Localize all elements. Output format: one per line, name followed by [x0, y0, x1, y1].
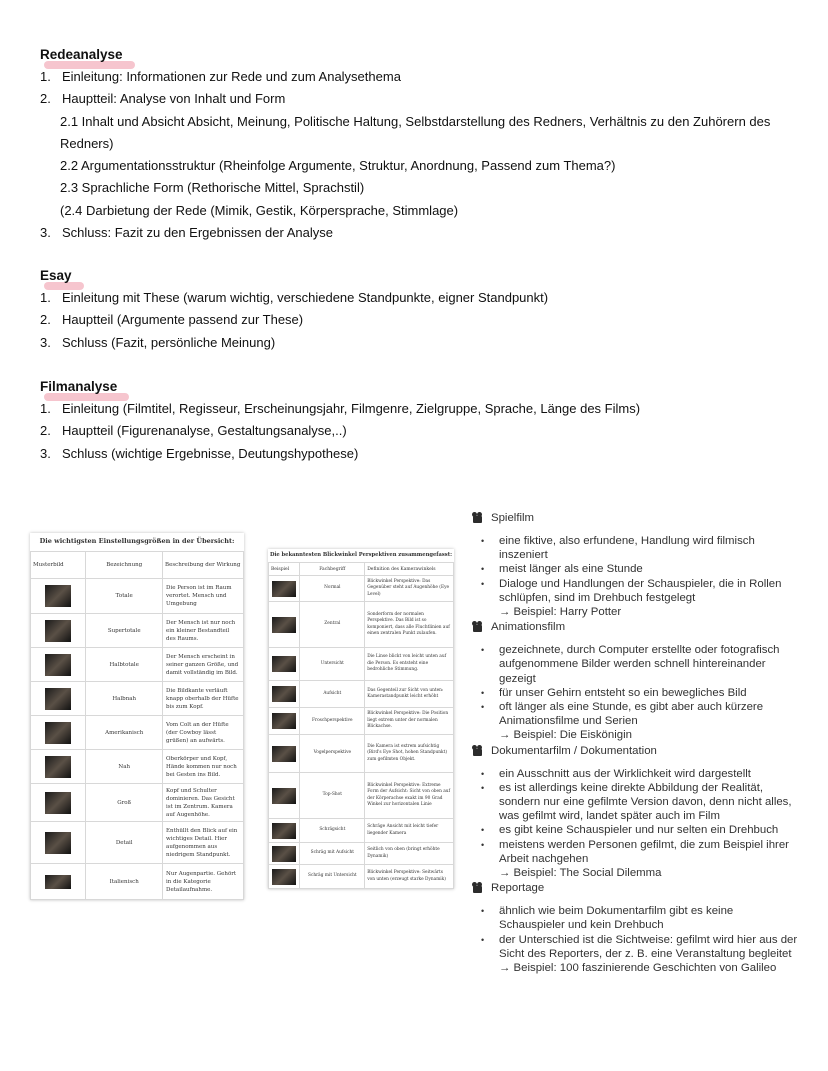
table-row [269, 865, 454, 889]
image-thumbnail [45, 832, 71, 854]
table-header-row [31, 552, 244, 579]
description-cell: Blickwinkel Perspektive: Seitwärts von unten (erzeugt starke Dynamik) [365, 865, 454, 889]
image-thumbnail [45, 620, 71, 642]
table-row [31, 648, 244, 682]
table-row [31, 750, 244, 784]
term-cell: Vogelperspektive [300, 735, 365, 773]
column-header: Definition des Kamerawinkels [365, 563, 454, 576]
column-header: Fachbegriff [300, 563, 365, 576]
description-cell: Blickwinkel Perspektive: Das Gegenüber steht auf Augenhöhe (Eye Level) [365, 576, 454, 602]
table-header-row [269, 563, 454, 576]
image-thumbnail [272, 869, 296, 885]
sub-item: (2.4 Darbietung der Rede (Mimik, Gestik, Körpersprache, Stimmlage) [60, 202, 459, 218]
list-item: 1. Einleitung: Informationen zur Rede und zum Analysethema [40, 69, 401, 84]
image-thumbnail [45, 875, 71, 889]
list-item: 1. Einleitung (Filmtitel, Regisseur, Erscheinungsjahr, Filmgenre, Zielgruppe, Sprache, Länge des Films) [40, 401, 641, 416]
film-type-heading: Animationsfilm [472, 619, 802, 635]
term-cell: Groß [86, 784, 163, 822]
section-heading: Filmanalyse [40, 376, 117, 398]
term-cell: Supertotale [86, 614, 163, 648]
image-thumbnail [272, 823, 296, 839]
term-cell: Top-Shot [300, 773, 365, 819]
camera-angle-table [268, 549, 454, 889]
image-thumbnail [45, 585, 71, 607]
description-cell: Die Kamera ist extrem aufsichtig (Bird's Eye Shot, hohen Standpunkt) zum gefilmten Objekt. [365, 735, 454, 773]
table-row [31, 716, 244, 750]
list-item: • es gibt keine Schauspieler und nur selten ein Drehbuch [472, 823, 802, 837]
table-row [31, 784, 244, 822]
list-item: • meistens werden Personen gefilmt, die zum Beispiel ihrer Arbeit nachgehen [472, 838, 802, 866]
sub-item: 2.1 Inhalt und Absicht Absicht, Meinung, Politische Haltung, Selbstdarstellung des Redners, Verhältnis zu den Zuhörern des Redners) [60, 113, 771, 151]
table-row [269, 773, 454, 819]
term-cell: Schräg mit Untersicht [300, 865, 365, 889]
image-thumbnail [45, 654, 71, 676]
image-thumbnail [45, 688, 71, 710]
image-thumbnail [45, 722, 71, 744]
table-caption: Die wichtigsten Einstellungsgrößen in der Übersicht: [39, 537, 235, 545]
list-item: • der Unterschied ist die Sichtweise: gefilmt wird hier aus der Sicht des Reporters, der z. B. eine Veranstaltung begleitet [472, 933, 802, 961]
image-thumbnail [272, 788, 296, 804]
list-item: • meist länger als eine Stunde [472, 562, 802, 576]
list-item: • ein Ausschnitt aus der Wirklichkeit wird dargestellt [472, 767, 802, 781]
description-cell: Das Gegenteil zur Sicht von unten: Kamerastandpunkt leicht erhöht [365, 681, 454, 708]
movie-camera-icon [472, 882, 487, 894]
list-item: 2. Hauptteil (Figurenanalyse, Gestaltungsanalyse,..) [40, 423, 347, 439]
term-cell: Aufsicht [300, 681, 365, 708]
section-heading: Esay [40, 265, 72, 287]
description-cell: Enthüllt den Blick auf ein wichtiges Detail. Hier aufgenommen aus niedrigem Standpunkt. [163, 822, 244, 864]
table-row [269, 576, 454, 602]
film-type-bullets [472, 643, 802, 728]
term-cell: Halbnah [86, 682, 163, 716]
description-cell: Vom Colt an der Hüfte (der Cowboy lässt grüßen) an aufwärts. [163, 716, 244, 750]
table-row [31, 614, 244, 648]
film-type-heading: Dokumentarfilm / Dokumentation [472, 743, 802, 759]
column-header: Musterbild [31, 552, 86, 579]
description-cell: Kopf und Schulter dominieren. Das Gesicht ist im Zentrum. Kamera auf Augenhöhe. [163, 784, 244, 822]
section-filmanalyse [40, 376, 800, 465]
description-cell: Schräge Ansicht mit leicht tiefer liegender Kamera [365, 819, 454, 843]
list-item: • Dialoge und Handlungen der Schauspieler, die in Rollen schlüpfen, sind im Drehbuch festgelegt [472, 577, 802, 605]
table-row [269, 735, 454, 773]
description-cell: Die Linse blickt von leicht unten auf die Person. Es entsteht eine bedrohliche Stimmung. [365, 648, 454, 681]
description-cell: Der Mensch ist nur noch ein kleiner Bestandteil des Raums. [163, 614, 244, 648]
image-thumbnail [45, 756, 71, 778]
image-thumbnail [272, 746, 296, 762]
list-item: 2. Hauptteil (Argumente passend zur These) [40, 312, 304, 328]
list-item: 3. Schluss: Fazit zu den Ergebnissen der Analyse [40, 225, 333, 241]
example-line: → Beispiel: The Social Dilemma [499, 867, 662, 880]
image-thumbnail [272, 846, 296, 862]
description-cell: Die Bildkante verläuft knapp oberhalb der Hüfte bis zum Kopf. [163, 682, 244, 716]
table-row [269, 819, 454, 843]
term-cell: Schrägsicht [300, 819, 365, 843]
term-cell: Untersicht [300, 648, 365, 681]
description-cell: Sonderform der normalen Perspektive. Das Bild ist so komponiert, dass alle Fluchtlinien auf einen zentralen Punkt zulaufen. [365, 602, 454, 648]
movie-camera-icon [472, 621, 487, 633]
section-heading: Redeanalyse [40, 44, 123, 66]
term-cell: Froschperspektive [300, 708, 365, 735]
table-row [31, 579, 244, 614]
film-type-bullets [472, 534, 802, 605]
table-row [269, 648, 454, 681]
description-cell: Blickwinkel Perspektive: Extreme Form der Aufsicht: Sicht von oben auf der Körperachse exakt im 90 Grad Winkel zur horizontalen Linie [365, 773, 454, 819]
description-cell: Nur Augenpartie. Gehört in die Kategorie Detailaufnahme. [163, 864, 244, 900]
example-line: → Beispiel: 100 faszinierende Geschichten von Galileo [499, 962, 777, 975]
film-type-bullets [472, 767, 802, 866]
section-esay [40, 265, 800, 354]
table-row [269, 602, 454, 648]
image-thumbnail [272, 656, 296, 672]
image-thumbnail [45, 792, 71, 814]
list-item: • für unser Gehirn entsteht so ein bewegliches Bild [472, 686, 802, 700]
description-cell: Die Person ist im Raum verortet. Mensch und Umgebung [163, 579, 244, 614]
term-cell: Totale [86, 579, 163, 614]
table-row [31, 822, 244, 864]
list-item: 3. Schluss (Fazit, persönliche Meinung) [40, 334, 276, 350]
table-row [31, 864, 244, 900]
table-row [269, 681, 454, 708]
list-item: 2. Hauptteil: Analyse von Inhalt und Form [40, 91, 286, 107]
section-redeanalyse [40, 44, 800, 244]
list-item: • ähnlich wie beim Dokumentarfilm gibt es keine Schauspieler und kein Drehbuch [472, 904, 802, 932]
film-type-bullets [472, 904, 802, 961]
film-type-heading: Spielfilm [472, 510, 802, 526]
example-line: → Beispiel: Die Eiskönigin [499, 729, 632, 742]
term-cell: Nah [86, 750, 163, 784]
table-row [269, 843, 454, 865]
table-row [269, 708, 454, 735]
description-cell: Oberkörper und Kopf, Hände kommen nur noch bei Gesten ins Bild. [163, 750, 244, 784]
description-cell: Blickwinkel Perspektive: Die Position liegt extrem unter der normalen Blickachse. [365, 708, 454, 735]
sub-item: 2.2 Argumentationsstruktur (Rheinfolge Argumente, Struktur, Anordnung, Passend zum Thema?) [60, 158, 616, 174]
sub-item: 2.3 Sprachliche Form (Rethorische Mittel, Sprachstil) [60, 180, 365, 196]
shot-size-table [30, 533, 244, 900]
image-thumbnail [272, 713, 296, 729]
list-item: 1. Einleitung mit These (warum wichtig, verschiedene Standpunkte, eigner Standpunkt) [40, 290, 549, 305]
list-item: 3. Schluss (wichtige Ergebnisse, Deutungshypothese) [40, 445, 359, 461]
image-thumbnail [272, 581, 296, 597]
term-cell: Zentral [300, 602, 365, 648]
term-cell: Schräg mit Aufsicht [300, 843, 365, 865]
example-line: → Beispiel: Harry Potter [499, 606, 622, 619]
list-item: • gezeichnete, durch Computer erstellte oder fotografisch aufgenommene Bilder werden schnell hintereinander gezeigt [472, 643, 802, 686]
image-thumbnail [272, 617, 296, 633]
list-item: • eine fiktive, also erfundene, Handlung wird filmisch inszeniert [472, 534, 802, 562]
movie-camera-icon [472, 512, 487, 524]
description-cell: Der Mensch erscheint in seiner ganzen Größe, und damit vollständig im Bild. [163, 648, 244, 682]
description-cell: Seitlich von oben (bringt erhöhte Dynamik) [365, 843, 454, 865]
table-caption: Die bekanntesten Blickwinkel Perspektiven zusammengefasst: [269, 552, 453, 558]
film-type-heading: Reportage [472, 880, 802, 896]
column-header: Beschreibung der Wirkung [163, 552, 244, 579]
term-cell: Normal [300, 576, 365, 602]
list-item: • es ist allerdings keine direkte Abbildung der Realität, sondern nur eine gefilmte Version davon, denn nicht alles, was gefilmt wird, landet später auch im Film [472, 781, 802, 824]
column-header: Beispiel [269, 563, 300, 576]
film-types-list [472, 510, 802, 975]
term-cell: Amerikanisch [86, 716, 163, 750]
movie-camera-icon [472, 745, 487, 757]
column-header: Bezeichnung [86, 552, 163, 579]
term-cell: Italienisch [86, 864, 163, 900]
term-cell: Halbtotale [86, 648, 163, 682]
term-cell: Detail [86, 822, 163, 864]
image-thumbnail [272, 686, 296, 702]
table-row [31, 682, 244, 716]
list-item: • oft länger als eine Stunde, es gibt aber auch kürzere Animationsfilme und Serien [472, 700, 802, 728]
